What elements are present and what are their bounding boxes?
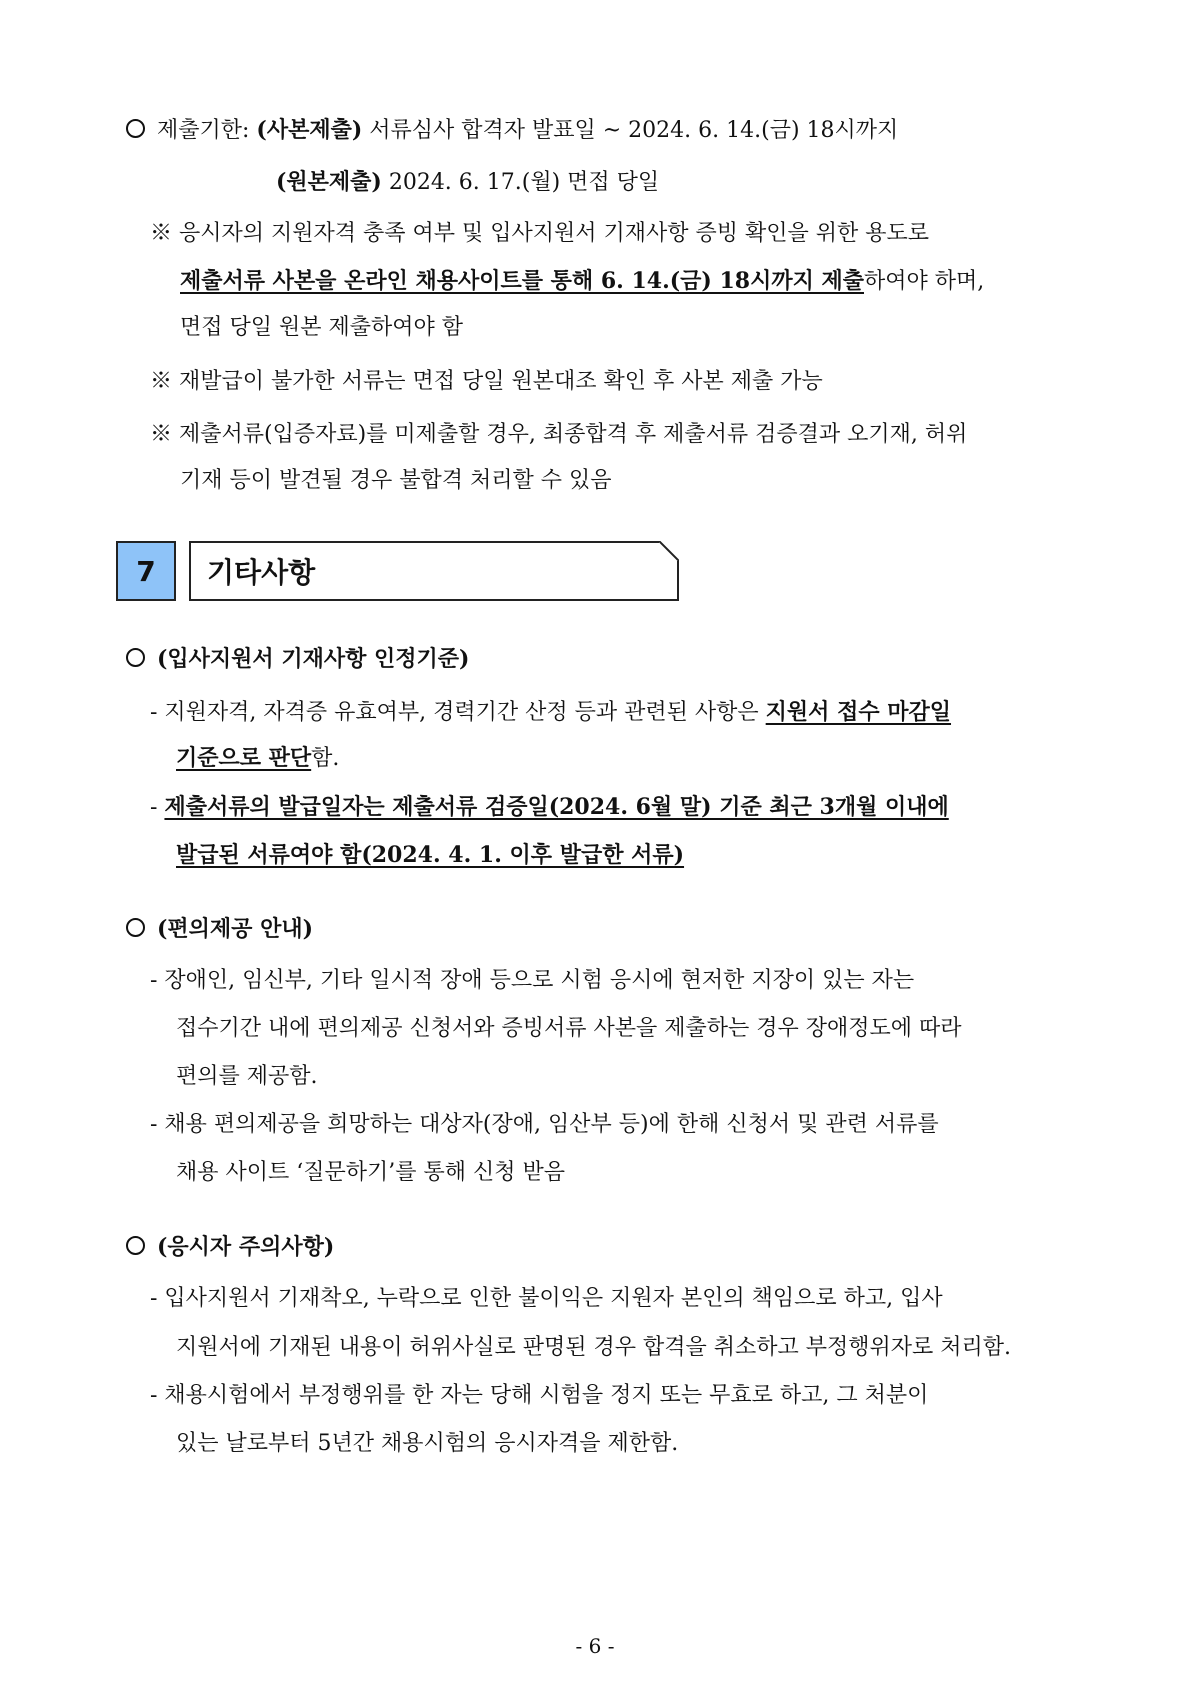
criteria-item2-emphasis2: 발급된 서류여야 함(2024. 4. 1. 이후 발급한 서류) [176, 842, 685, 868]
convenience-item2-line2: 채용 사이트 ‘질문하기’를 통해 신청 받음 [176, 1160, 565, 1185]
note1-rest: 하여야 하며, [864, 269, 985, 294]
note3-line2: 기재 등이 발견될 경우 불합격 처리할 수 있음 [180, 468, 612, 493]
bullet-circle-icon [126, 918, 145, 937]
section-title-text: 기타사항 [207, 556, 316, 589]
note2: ※ 재발급이 불가한 서류는 면접 당일 원본대조 확인 후 사본 제출 가능 [150, 369, 823, 394]
bullet-circle-icon [126, 119, 145, 138]
criteria-item1-text: - 지원자격, 자격증 유효여부, 경력기간 산정 등과 관련된 사항은 [150, 700, 766, 725]
caution-item1-line1: - 입사지원서 기재착오, 누락으로 인한 불이익은 지원자 본인의 책임으로 하고, 입사 [150, 1286, 943, 1311]
criteria-item1-rest: 함. [311, 746, 340, 771]
caution-heading [126, 1232, 334, 1262]
deadline-original-text: 2024. 6. 17.(월) 면접 당일 [381, 170, 660, 195]
note1-line3: 면접 당일 원본 제출하여야 함 [180, 315, 463, 340]
deadline-copy-text: 서류심사 합격자 발표일 ~ 2024. 6. 14.(금) 18시까지 [362, 118, 899, 143]
convenience-item1-line2: 접수기간 내에 편의제공 신청서와 증빙서류 사본을 제출하는 경우 장애정도에 따라 [176, 1016, 962, 1041]
section-title [189, 541, 679, 601]
bullet-circle-icon [126, 648, 145, 667]
page-number: - 6 - [575, 1634, 615, 1658]
deadline-label: 제출기한: [157, 118, 257, 143]
section-number: 7 [116, 541, 176, 601]
criteria-item1-line2 [176, 743, 339, 774]
criteria-heading [126, 644, 469, 674]
bullet-circle-icon [126, 1236, 145, 1255]
note1-emphasis: 제출서류 사본을 온라인 채용사이트를 통해 6. 14.(금) 18시까지 제출 [180, 268, 864, 294]
convenience-item1-line3: 편의를 제공함. [176, 1064, 318, 1089]
deadline-copy-tag: (사본제출) [256, 117, 363, 143]
deadline-original-line [276, 167, 659, 198]
page-fold-icon [659, 541, 679, 561]
note1-line2 [180, 266, 984, 297]
deadline-original-tag: (원본제출) [276, 169, 382, 195]
caution-item2-line2: 있는 날로부터 5년간 채용시험의 응시자격을 제한함. [176, 1431, 679, 1456]
criteria-item2-line2 [176, 840, 684, 871]
caution-heading-text: (응시자 주의사항) [157, 1234, 335, 1260]
caution-item2-line1: - 채용시험에서 부정행위를 한 자는 당해 시험을 정지 또는 무효로 하고, 그 처분이 [150, 1383, 929, 1408]
convenience-heading-text: (편의제공 안내) [157, 916, 313, 942]
criteria-item2-line1 [150, 792, 949, 823]
dash: - [150, 795, 165, 820]
criteria-item1-emphasis: 지원서 접수 마감일 [765, 699, 952, 725]
convenience-item2-line1: - 채용 편의제공을 희망하는 대상자(장애, 임산부 등)에 한해 신청서 및 관련 서류를 [150, 1112, 939, 1137]
criteria-item1-emphasis2: 기준으로 판단 [176, 745, 312, 771]
caution-item1-line2: 지원서에 기재된 내용이 허위사실로 판명된 경우 합격을 취소하고 부정행위자로 처리함. [176, 1335, 1012, 1360]
convenience-item1-line1: - 장애인, 임신부, 기타 일시적 장애 등으로 시험 응시에 현저한 지장이 있는 자는 [150, 968, 915, 993]
note1-line1: ※ 응시자의 지원자격 충족 여부 및 입사지원서 기재사항 증빙 확인을 위한 용도로 [150, 221, 929, 246]
deadline-line [126, 115, 898, 146]
note3-line1: ※ 제출서류(입증자료)를 미제출할 경우, 최종합격 후 제출서류 검증결과 오기재, 허위 [150, 422, 968, 447]
criteria-item2-emphasis: 제출서류의 발급일자는 제출서류 검증일(2024. 6월 말) 기준 최근 3개월 이내에 [164, 794, 949, 820]
convenience-heading [126, 914, 313, 944]
criteria-heading-text: (입사지원서 기재사항 인정기준) [157, 646, 470, 672]
criteria-item1-line1 [150, 697, 951, 728]
